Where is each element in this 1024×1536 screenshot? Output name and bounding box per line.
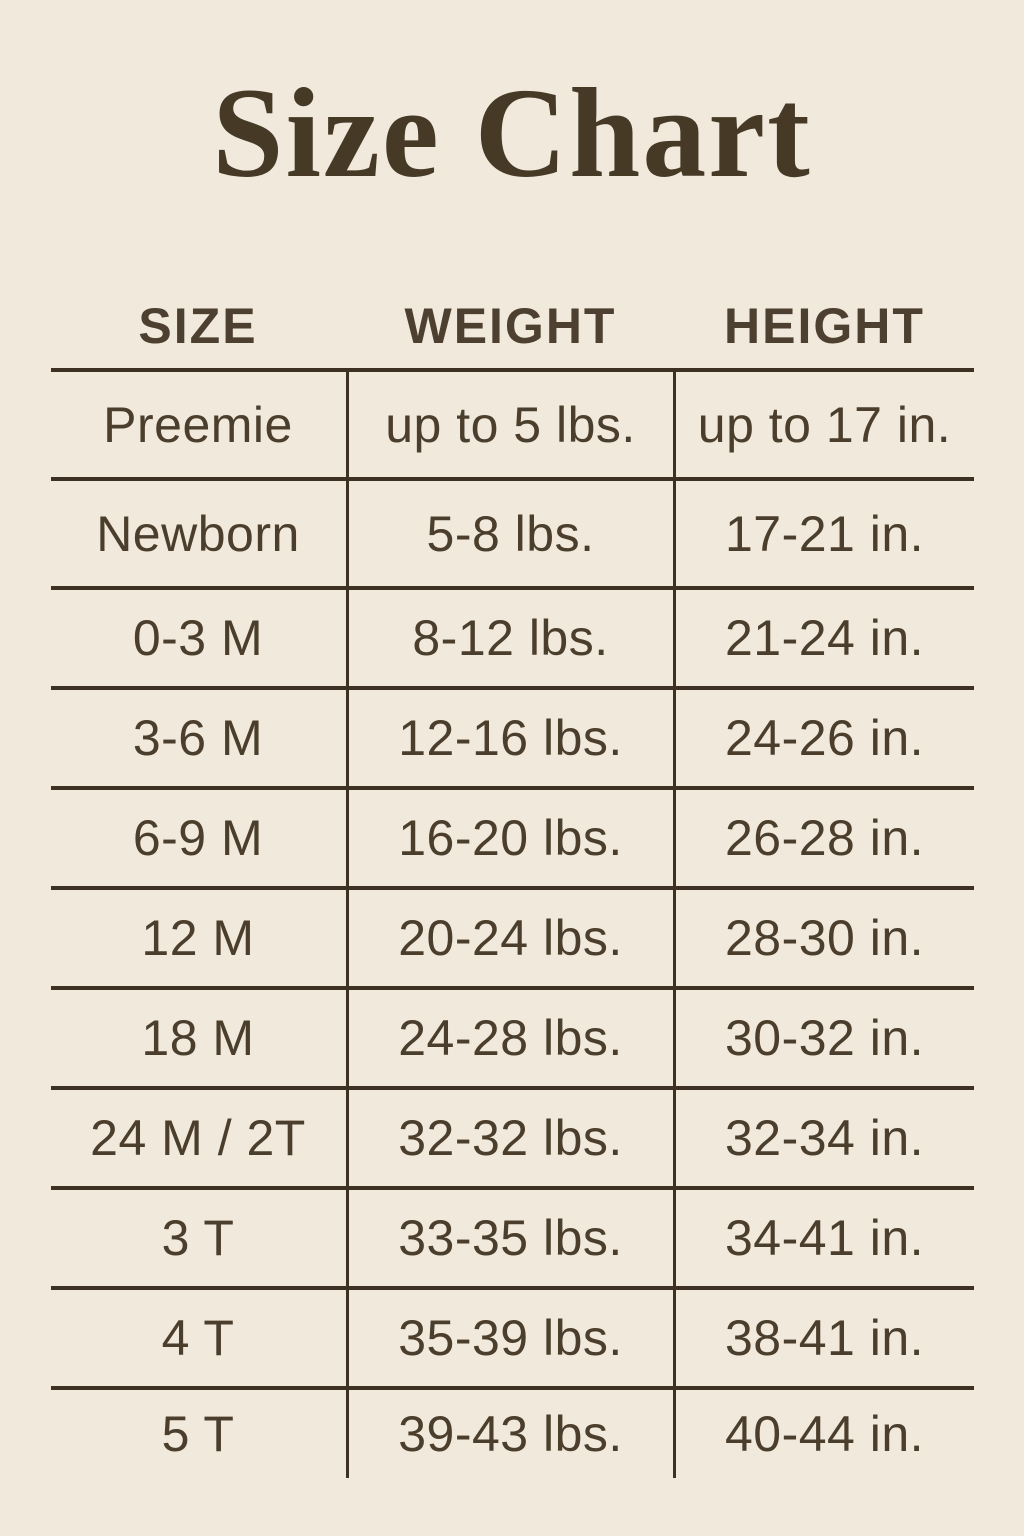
cell-size: 4 T (161, 1310, 235, 1366)
cell-size: 24 M / 2T (90, 1110, 306, 1166)
column-header-weight: WEIGHT (404, 297, 617, 354)
table-row (51, 1190, 974, 1290)
cell-height: 40-44 in. (724, 1406, 925, 1462)
column-header-size: SIZE (138, 297, 258, 354)
cell-size: Newborn (96, 505, 300, 562)
cell-size: 0-3 M (132, 610, 264, 666)
cell-size: 12 M (141, 910, 255, 966)
cell-height: 34-41 in. (724, 1210, 925, 1266)
cell-size: Preemie (103, 396, 293, 453)
cell-size: 18 M (141, 1010, 255, 1066)
size-chart-table (51, 283, 974, 1478)
cell-weight: up to 5 lbs. (346, 372, 676, 477)
table-row (51, 690, 974, 790)
cell-size: 5 T (161, 1406, 235, 1462)
cell-height: 32-34 in. (724, 1110, 925, 1166)
table-row (51, 1390, 974, 1478)
cell-height: 28-30 in. (724, 910, 925, 966)
cell-weight: 35-39 lbs. (346, 1290, 676, 1386)
cell-weight: 12-16 lbs. (346, 690, 676, 786)
table-header-row (51, 283, 974, 368)
cell-height: up to 17 in. (697, 396, 952, 453)
table-row (51, 481, 974, 590)
table-row (51, 1290, 974, 1390)
table-row (51, 590, 974, 690)
column-header-height: HEIGHT (724, 297, 925, 354)
cell-height: 30-32 in. (724, 1010, 925, 1066)
page-title: Size Chart (212, 62, 812, 204)
table-row (51, 372, 974, 481)
cell-weight: 20-24 lbs. (346, 890, 676, 986)
table-row (51, 790, 974, 890)
cell-weight: 39-43 lbs. (346, 1390, 676, 1478)
cell-height: 17-21 in. (724, 505, 925, 562)
table-body (51, 368, 974, 1478)
cell-weight: 16-20 lbs. (346, 790, 676, 886)
cell-weight: 8-12 lbs. (346, 590, 676, 686)
cell-size: 6-9 M (132, 810, 264, 866)
cell-height: 21-24 in. (724, 610, 925, 666)
cell-weight: 5-8 lbs. (346, 481, 676, 586)
cell-weight: 24-28 lbs. (346, 990, 676, 1086)
cell-weight: 32-32 lbs. (346, 1090, 676, 1186)
table-row (51, 1090, 974, 1190)
cell-size: 3-6 M (132, 710, 264, 766)
table-row (51, 990, 974, 1090)
table-row (51, 890, 974, 990)
cell-height: 26-28 in. (724, 810, 925, 866)
cell-height: 24-26 in. (724, 710, 925, 766)
cell-height: 38-41 in. (724, 1310, 925, 1366)
cell-weight: 33-35 lbs. (346, 1190, 676, 1286)
cell-size: 3 T (161, 1210, 235, 1266)
